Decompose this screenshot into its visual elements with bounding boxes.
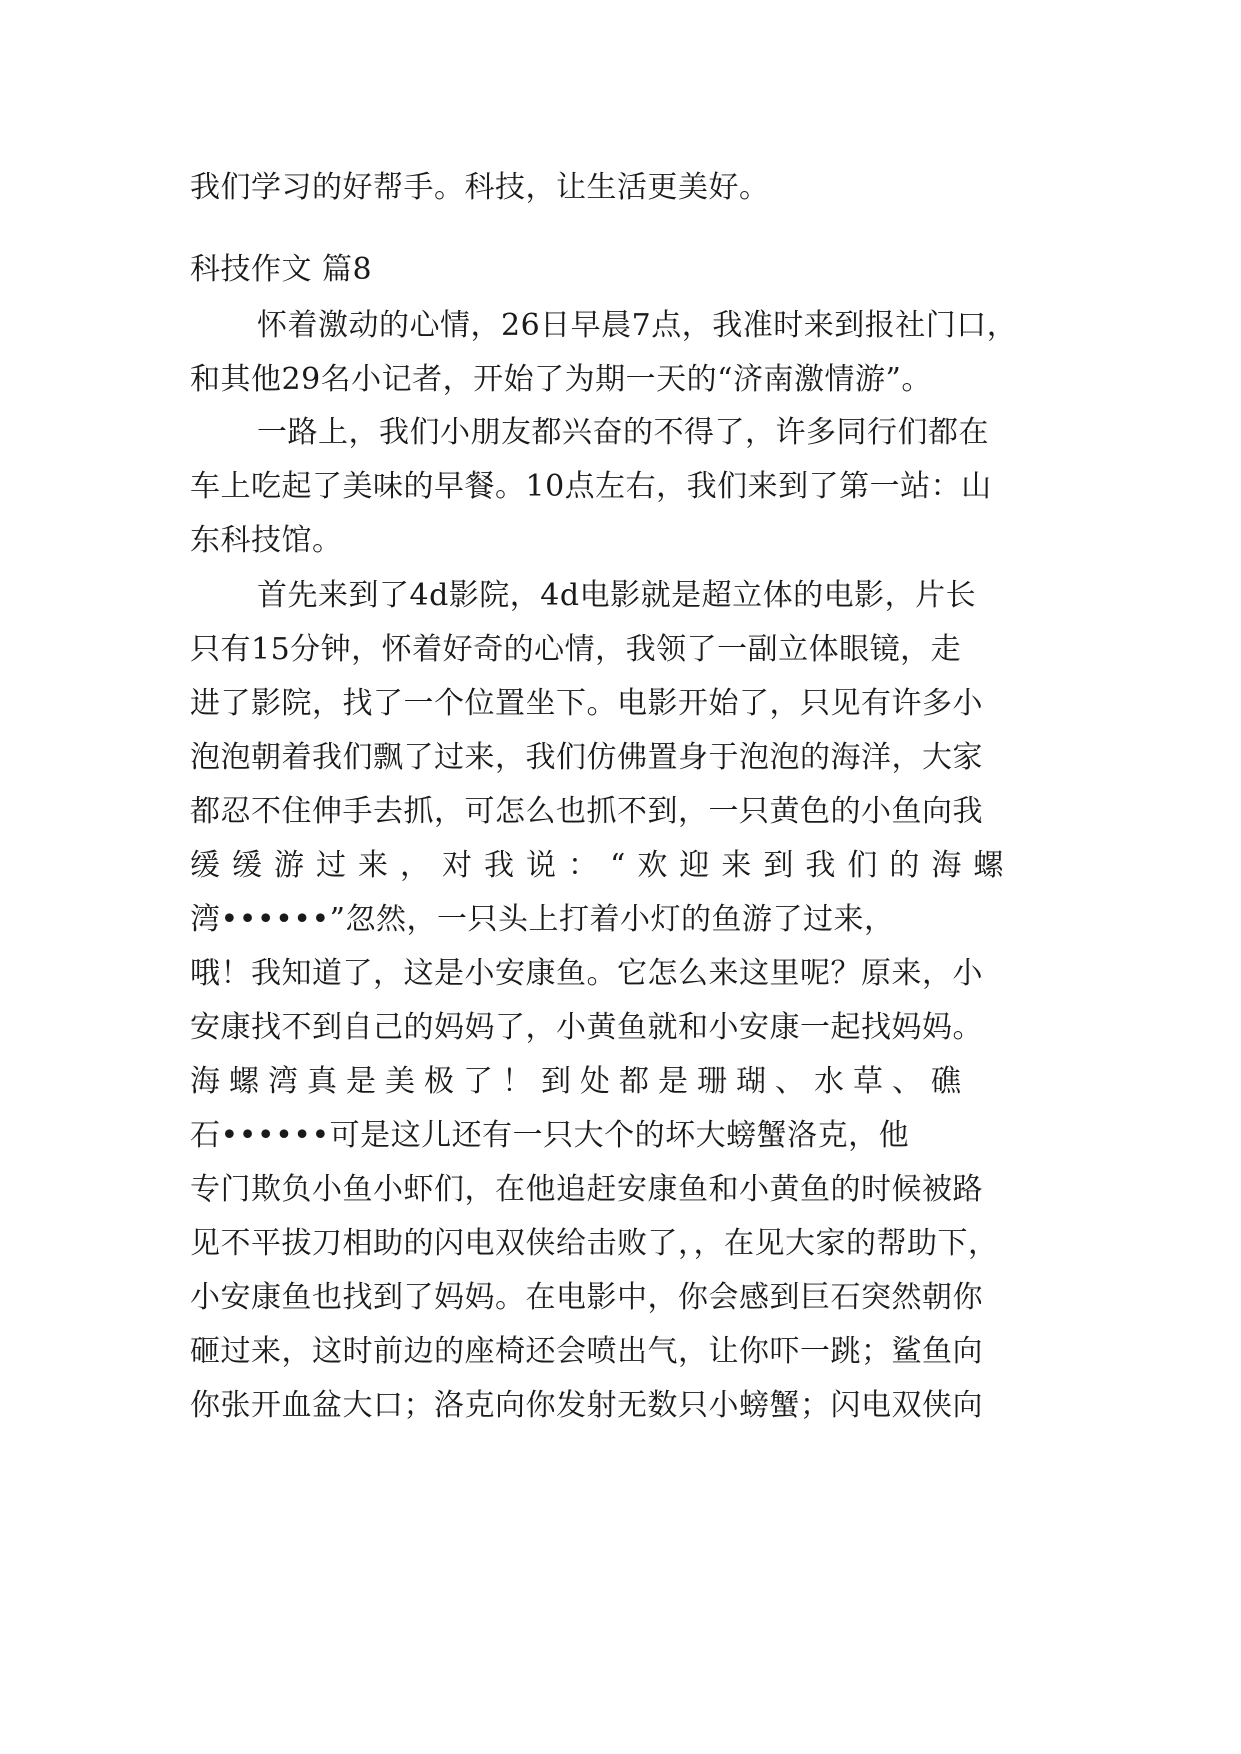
paragraph-line: 只有15分钟，怀着好奇的心情，我领了一副立体眼镜，走	[190, 632, 962, 667]
paragraph-line: 海螺湾真是美极了！到处都是珊瑚、水草、礁	[190, 1064, 970, 1099]
section-heading: 科技作文 篇8	[190, 252, 373, 287]
paragraph-line: 湾••••••”忽然，一只头上打着小灯的鱼游了过来，	[190, 902, 895, 937]
paragraph-line: 专门欺负小鱼小虾们，在他追赶安康鱼和小黄鱼的时候被路	[190, 1172, 983, 1207]
paragraph-line: 见不平拔刀相助的闪电双侠给击败了，，在见大家的帮助下，	[190, 1226, 999, 1261]
paragraph-line: 东科技馆。	[190, 523, 343, 558]
paragraph-line: 泡泡朝着我们飘了过来，我们仿佛置身于泡泡的海洋，大家	[190, 740, 983, 775]
paragraph-line: 和其他29名小记者，开始了为期一天的“济南激情游”。	[190, 362, 932, 397]
paragraph-line: 安康找不到自己的妈妈了，小黄鱼就和小安康一起找妈妈。	[190, 1010, 983, 1045]
paragraph-line: 缓缓游过来，对我说：“欢迎来到我们的海螺	[190, 848, 1016, 883]
paragraph-line: 进了影院，找了一个位置坐下。电影开始了，只见有许多小	[190, 686, 983, 721]
paragraph-line: 一路上，我们小朋友都兴奋的不得了，许多同行们都在	[257, 415, 989, 450]
paragraph-line: 哦！我知道了，这是小安康鱼。它怎么来这里呢？原来，小	[190, 956, 983, 991]
paragraph-line: 首先来到了4d影院，4d电影就是超立体的电影，片长	[257, 578, 977, 613]
paragraph-line: 石••••••可是这儿还有一只大个的坏大螃蟹洛克，他	[190, 1118, 910, 1153]
paragraph-line: 砸过来，这时前边的座椅还会喷出气，让你吓一跳；鲨鱼向	[190, 1334, 983, 1369]
paragraph-line: 我们学习的好帮手。科技，让生活更美好。	[190, 170, 770, 205]
paragraph-line: 小安康鱼也找到了妈妈。在电影中，你会感到巨石突然朝你	[190, 1280, 983, 1315]
paragraph-line: 怀着激动的心情，26日早晨7点，我准时来到报社门口，	[257, 308, 1018, 343]
paragraph-line: 都忍不住伸手去抓，可怎么也抓不到，一只黄色的小鱼向我	[190, 794, 983, 829]
paragraph-line: 车上吃起了美味的早餐。10点左右，我们来到了第一站：山	[190, 469, 992, 504]
paragraph-line: 你张开血盆大口；洛克向你发射无数只小螃蟹；闪电双侠向	[190, 1388, 983, 1423]
